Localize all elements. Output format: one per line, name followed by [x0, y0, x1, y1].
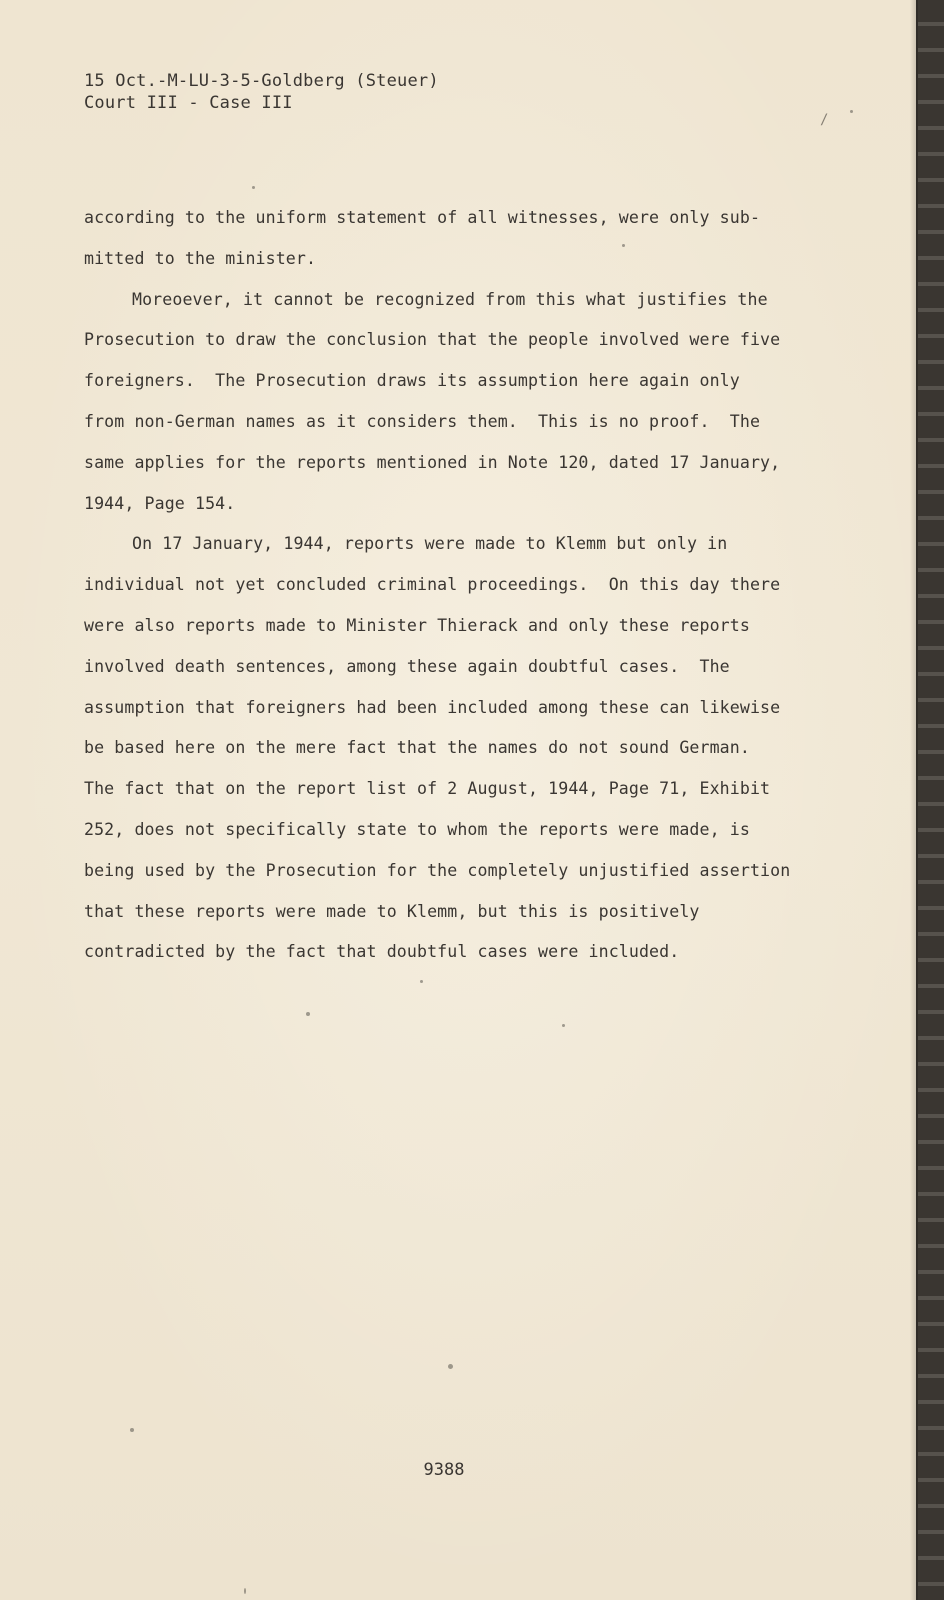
- body-line: 1944, Page 154.: [84, 493, 236, 513]
- body-line: assumption that foreigners had been included among these can likewise: [84, 697, 781, 717]
- paragraph-start-line: On 17 January, 1944, reports were made to Klemm but only in: [132, 534, 728, 554]
- page-number: 9388: [423, 1460, 465, 1480]
- document-body: [84, 198, 804, 973]
- header-reference-line: 15 Oct.-M-LU-3-5-Goldberg (Steuer): [84, 71, 439, 91]
- body-line: 252, does not specifically state to whom the reports were made, is: [84, 819, 750, 839]
- paragraph-start-line: Moreoever, it cannot be recognized from this what justifies the: [132, 289, 768, 309]
- body-line: being used by the Prosecution for the completely unjustified assertion: [84, 860, 791, 880]
- body-line: that these reports were made to Klemm, but this is positively: [84, 901, 700, 921]
- body-line: individual not yet concluded criminal proceedings. On this day there: [84, 575, 781, 595]
- body-line: were also reports made to Minister Thierack and only these reports: [84, 615, 750, 635]
- margin-mark: /: [820, 112, 829, 128]
- body-line: from non-German names as it considers them. This is no proof. The: [84, 411, 761, 431]
- body-line: according to the uniform statement of all witnesses, were only sub-: [84, 208, 761, 227]
- paper-speck: [420, 980, 423, 983]
- paper-speck: [244, 1588, 246, 1594]
- paper-speck: [448, 1364, 453, 1369]
- body-line: same applies for the reports mentioned in Note 120, dated 17 January,: [84, 452, 781, 472]
- paper-speck: [622, 244, 625, 247]
- paper-speck: [130, 1428, 134, 1432]
- paper-speck: [562, 1024, 565, 1027]
- header-court-line: Court III - Case III: [84, 93, 293, 113]
- body-line: The fact that on the report list of 2 August, 1944, Page 71, Exhibit: [84, 779, 771, 799]
- binding-edge: [916, 0, 944, 1600]
- body-line: contradicted by the fact that doubtful cases were included.: [84, 942, 680, 962]
- document-header: [84, 70, 439, 114]
- paper-speck: [850, 110, 853, 113]
- body-line: involved death sentences, among these again doubtful cases. The: [84, 656, 730, 676]
- body-line: foreigners. The Prosecution draws its assumption here again only: [84, 371, 740, 391]
- body-line: be based here on the mere fact that the names do not sound German.: [84, 738, 750, 758]
- paper-speck: [306, 1012, 310, 1016]
- body-line: Prosecution to draw the conclusion that the people involved were five: [84, 330, 781, 350]
- body-line: mitted to the minister.: [84, 248, 317, 268]
- paper-speck: [252, 186, 255, 189]
